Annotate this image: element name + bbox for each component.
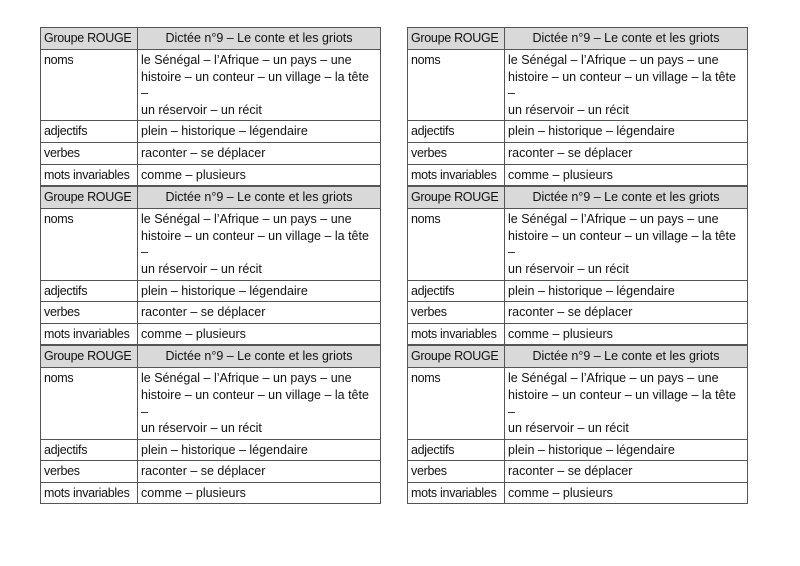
word-line: raconter – se déplacer bbox=[508, 145, 633, 160]
category-label: adjectifs bbox=[41, 280, 138, 302]
group-label: Groupe ROUGE bbox=[408, 346, 505, 368]
word-list bbox=[138, 164, 381, 186]
word-list bbox=[505, 121, 748, 143]
dictation-title: Dictée n°9 – Le conte et les griots bbox=[138, 28, 381, 50]
category-label: verbes bbox=[41, 302, 138, 324]
word-list bbox=[138, 121, 381, 143]
word-line: histoire – un conteur – un village – la tête – bbox=[141, 228, 369, 260]
word-line: raconter – se déplacer bbox=[141, 145, 266, 160]
category-label: verbes bbox=[408, 142, 505, 164]
category-label: noms bbox=[408, 209, 505, 280]
word-row bbox=[408, 164, 748, 186]
word-line: un réservoir – un récit bbox=[141, 102, 262, 117]
word-row bbox=[41, 368, 381, 439]
dictation-title: Dictée n°9 – Le conte et les griots bbox=[505, 28, 748, 50]
word-line: comme – plusieurs bbox=[508, 485, 613, 500]
word-line: comme – plusieurs bbox=[508, 326, 613, 341]
dictation-title: Dictée n°9 – Le conte et les griots bbox=[505, 346, 748, 368]
dictation-title: Dictée n°9 – Le conte et les griots bbox=[505, 187, 748, 209]
word-line: un réservoir – un récit bbox=[141, 261, 262, 276]
word-line: le Sénégal – l’Afrique – un pays – une bbox=[508, 371, 719, 386]
word-list bbox=[138, 142, 381, 164]
category-label: noms bbox=[408, 368, 505, 439]
word-line: histoire – un conteur – un village – la tête – bbox=[508, 69, 736, 101]
category-label: noms bbox=[41, 368, 138, 439]
word-list bbox=[138, 280, 381, 302]
word-row bbox=[41, 482, 381, 504]
category-label: adjectifs bbox=[408, 121, 505, 143]
word-list bbox=[138, 209, 381, 280]
word-row bbox=[41, 461, 381, 483]
word-list bbox=[138, 439, 381, 461]
word-card bbox=[407, 186, 748, 345]
word-line: histoire – un conteur – un village – la tête – bbox=[508, 387, 736, 419]
dictation-title: Dictée n°9 – Le conte et les griots bbox=[138, 346, 381, 368]
card-header bbox=[408, 346, 748, 368]
word-list bbox=[505, 50, 748, 121]
word-card bbox=[407, 27, 748, 186]
word-row bbox=[408, 482, 748, 504]
word-line: histoire – un conteur – un village – la tête – bbox=[141, 69, 369, 101]
word-line: un réservoir – un récit bbox=[508, 421, 629, 436]
word-line: raconter – se déplacer bbox=[141, 305, 266, 320]
word-line: plein – historique – légendaire bbox=[141, 442, 308, 457]
word-list bbox=[505, 302, 748, 324]
group-label: Groupe ROUGE bbox=[408, 187, 505, 209]
category-label: mots invariables bbox=[408, 323, 505, 345]
word-line: plein – historique – légendaire bbox=[141, 283, 308, 298]
group-label: Groupe ROUGE bbox=[41, 346, 138, 368]
word-row bbox=[41, 142, 381, 164]
word-row bbox=[41, 439, 381, 461]
word-row bbox=[408, 280, 748, 302]
word-line: le Sénégal – l’Afrique – un pays – une bbox=[508, 212, 719, 227]
word-line: plein – historique – légendaire bbox=[508, 124, 675, 139]
word-line: raconter – se déplacer bbox=[508, 305, 633, 320]
group-label: Groupe ROUGE bbox=[41, 28, 138, 50]
group-label: Groupe ROUGE bbox=[41, 187, 138, 209]
word-list bbox=[505, 461, 748, 483]
category-label: adjectifs bbox=[41, 439, 138, 461]
word-card bbox=[40, 186, 381, 345]
word-list bbox=[505, 323, 748, 345]
word-line: comme – plusieurs bbox=[508, 167, 613, 182]
word-line: plein – historique – légendaire bbox=[141, 124, 308, 139]
right-column bbox=[407, 27, 748, 504]
word-line: raconter – se déplacer bbox=[508, 464, 633, 479]
category-label: mots invariables bbox=[41, 164, 138, 186]
category-label: adjectifs bbox=[408, 280, 505, 302]
word-row bbox=[41, 164, 381, 186]
word-row bbox=[408, 121, 748, 143]
card-header bbox=[408, 28, 748, 50]
word-row bbox=[408, 142, 748, 164]
word-row bbox=[408, 209, 748, 280]
word-line: un réservoir – un récit bbox=[141, 421, 262, 436]
word-row bbox=[408, 302, 748, 324]
word-row bbox=[41, 50, 381, 121]
category-label: verbes bbox=[41, 142, 138, 164]
word-line: le Sénégal – l’Afrique – un pays – une bbox=[141, 212, 352, 227]
category-label: noms bbox=[408, 50, 505, 121]
word-row bbox=[41, 209, 381, 280]
word-line: histoire – un conteur – un village – la tête – bbox=[141, 387, 369, 419]
word-row bbox=[408, 323, 748, 345]
word-card bbox=[407, 345, 748, 504]
word-row bbox=[41, 302, 381, 324]
word-line: raconter – se déplacer bbox=[141, 464, 266, 479]
word-row bbox=[408, 461, 748, 483]
word-list bbox=[138, 368, 381, 439]
category-label: noms bbox=[41, 209, 138, 280]
word-line: comme – plusieurs bbox=[141, 167, 246, 182]
word-list bbox=[138, 461, 381, 483]
word-card bbox=[40, 345, 381, 504]
word-list bbox=[138, 302, 381, 324]
card-header bbox=[41, 187, 381, 209]
category-label: verbes bbox=[408, 302, 505, 324]
word-line: le Sénégal – l’Afrique – un pays – une bbox=[508, 53, 719, 67]
word-card bbox=[40, 27, 381, 186]
word-line: histoire – un conteur – un village – la tête – bbox=[508, 228, 736, 260]
word-list bbox=[505, 368, 748, 439]
word-row bbox=[408, 439, 748, 461]
group-label: Groupe ROUGE bbox=[408, 28, 505, 50]
word-line: comme – plusieurs bbox=[141, 485, 246, 500]
category-label: mots invariables bbox=[408, 164, 505, 186]
word-line: plein – historique – légendaire bbox=[508, 283, 675, 298]
word-list bbox=[505, 280, 748, 302]
word-list bbox=[138, 482, 381, 504]
word-row bbox=[41, 280, 381, 302]
word-list bbox=[505, 142, 748, 164]
category-label: verbes bbox=[408, 461, 505, 483]
word-line: un réservoir – un récit bbox=[508, 102, 629, 117]
word-row bbox=[41, 323, 381, 345]
word-list bbox=[138, 50, 381, 121]
card-header bbox=[41, 346, 381, 368]
word-list bbox=[505, 439, 748, 461]
category-label: adjectifs bbox=[41, 121, 138, 143]
word-list bbox=[505, 164, 748, 186]
category-label: mots invariables bbox=[41, 482, 138, 504]
word-line: plein – historique – légendaire bbox=[508, 442, 675, 457]
category-label: mots invariables bbox=[41, 323, 138, 345]
word-list bbox=[505, 209, 748, 280]
category-label: noms bbox=[41, 50, 138, 121]
card-header bbox=[408, 187, 748, 209]
word-list bbox=[138, 323, 381, 345]
category-label: mots invariables bbox=[408, 482, 505, 504]
word-row bbox=[408, 50, 748, 121]
dictation-title: Dictée n°9 – Le conte et les griots bbox=[138, 187, 381, 209]
word-line: comme – plusieurs bbox=[141, 326, 246, 341]
word-line: un réservoir – un récit bbox=[508, 261, 629, 276]
card-header bbox=[41, 28, 381, 50]
word-row bbox=[408, 368, 748, 439]
left-column bbox=[40, 27, 381, 504]
word-line: le Sénégal – l’Afrique – un pays – une bbox=[141, 53, 352, 67]
word-row bbox=[41, 121, 381, 143]
category-label: verbes bbox=[41, 461, 138, 483]
category-label: adjectifs bbox=[408, 439, 505, 461]
word-line: le Sénégal – l’Afrique – un pays – une bbox=[141, 371, 352, 386]
word-list bbox=[505, 482, 748, 504]
